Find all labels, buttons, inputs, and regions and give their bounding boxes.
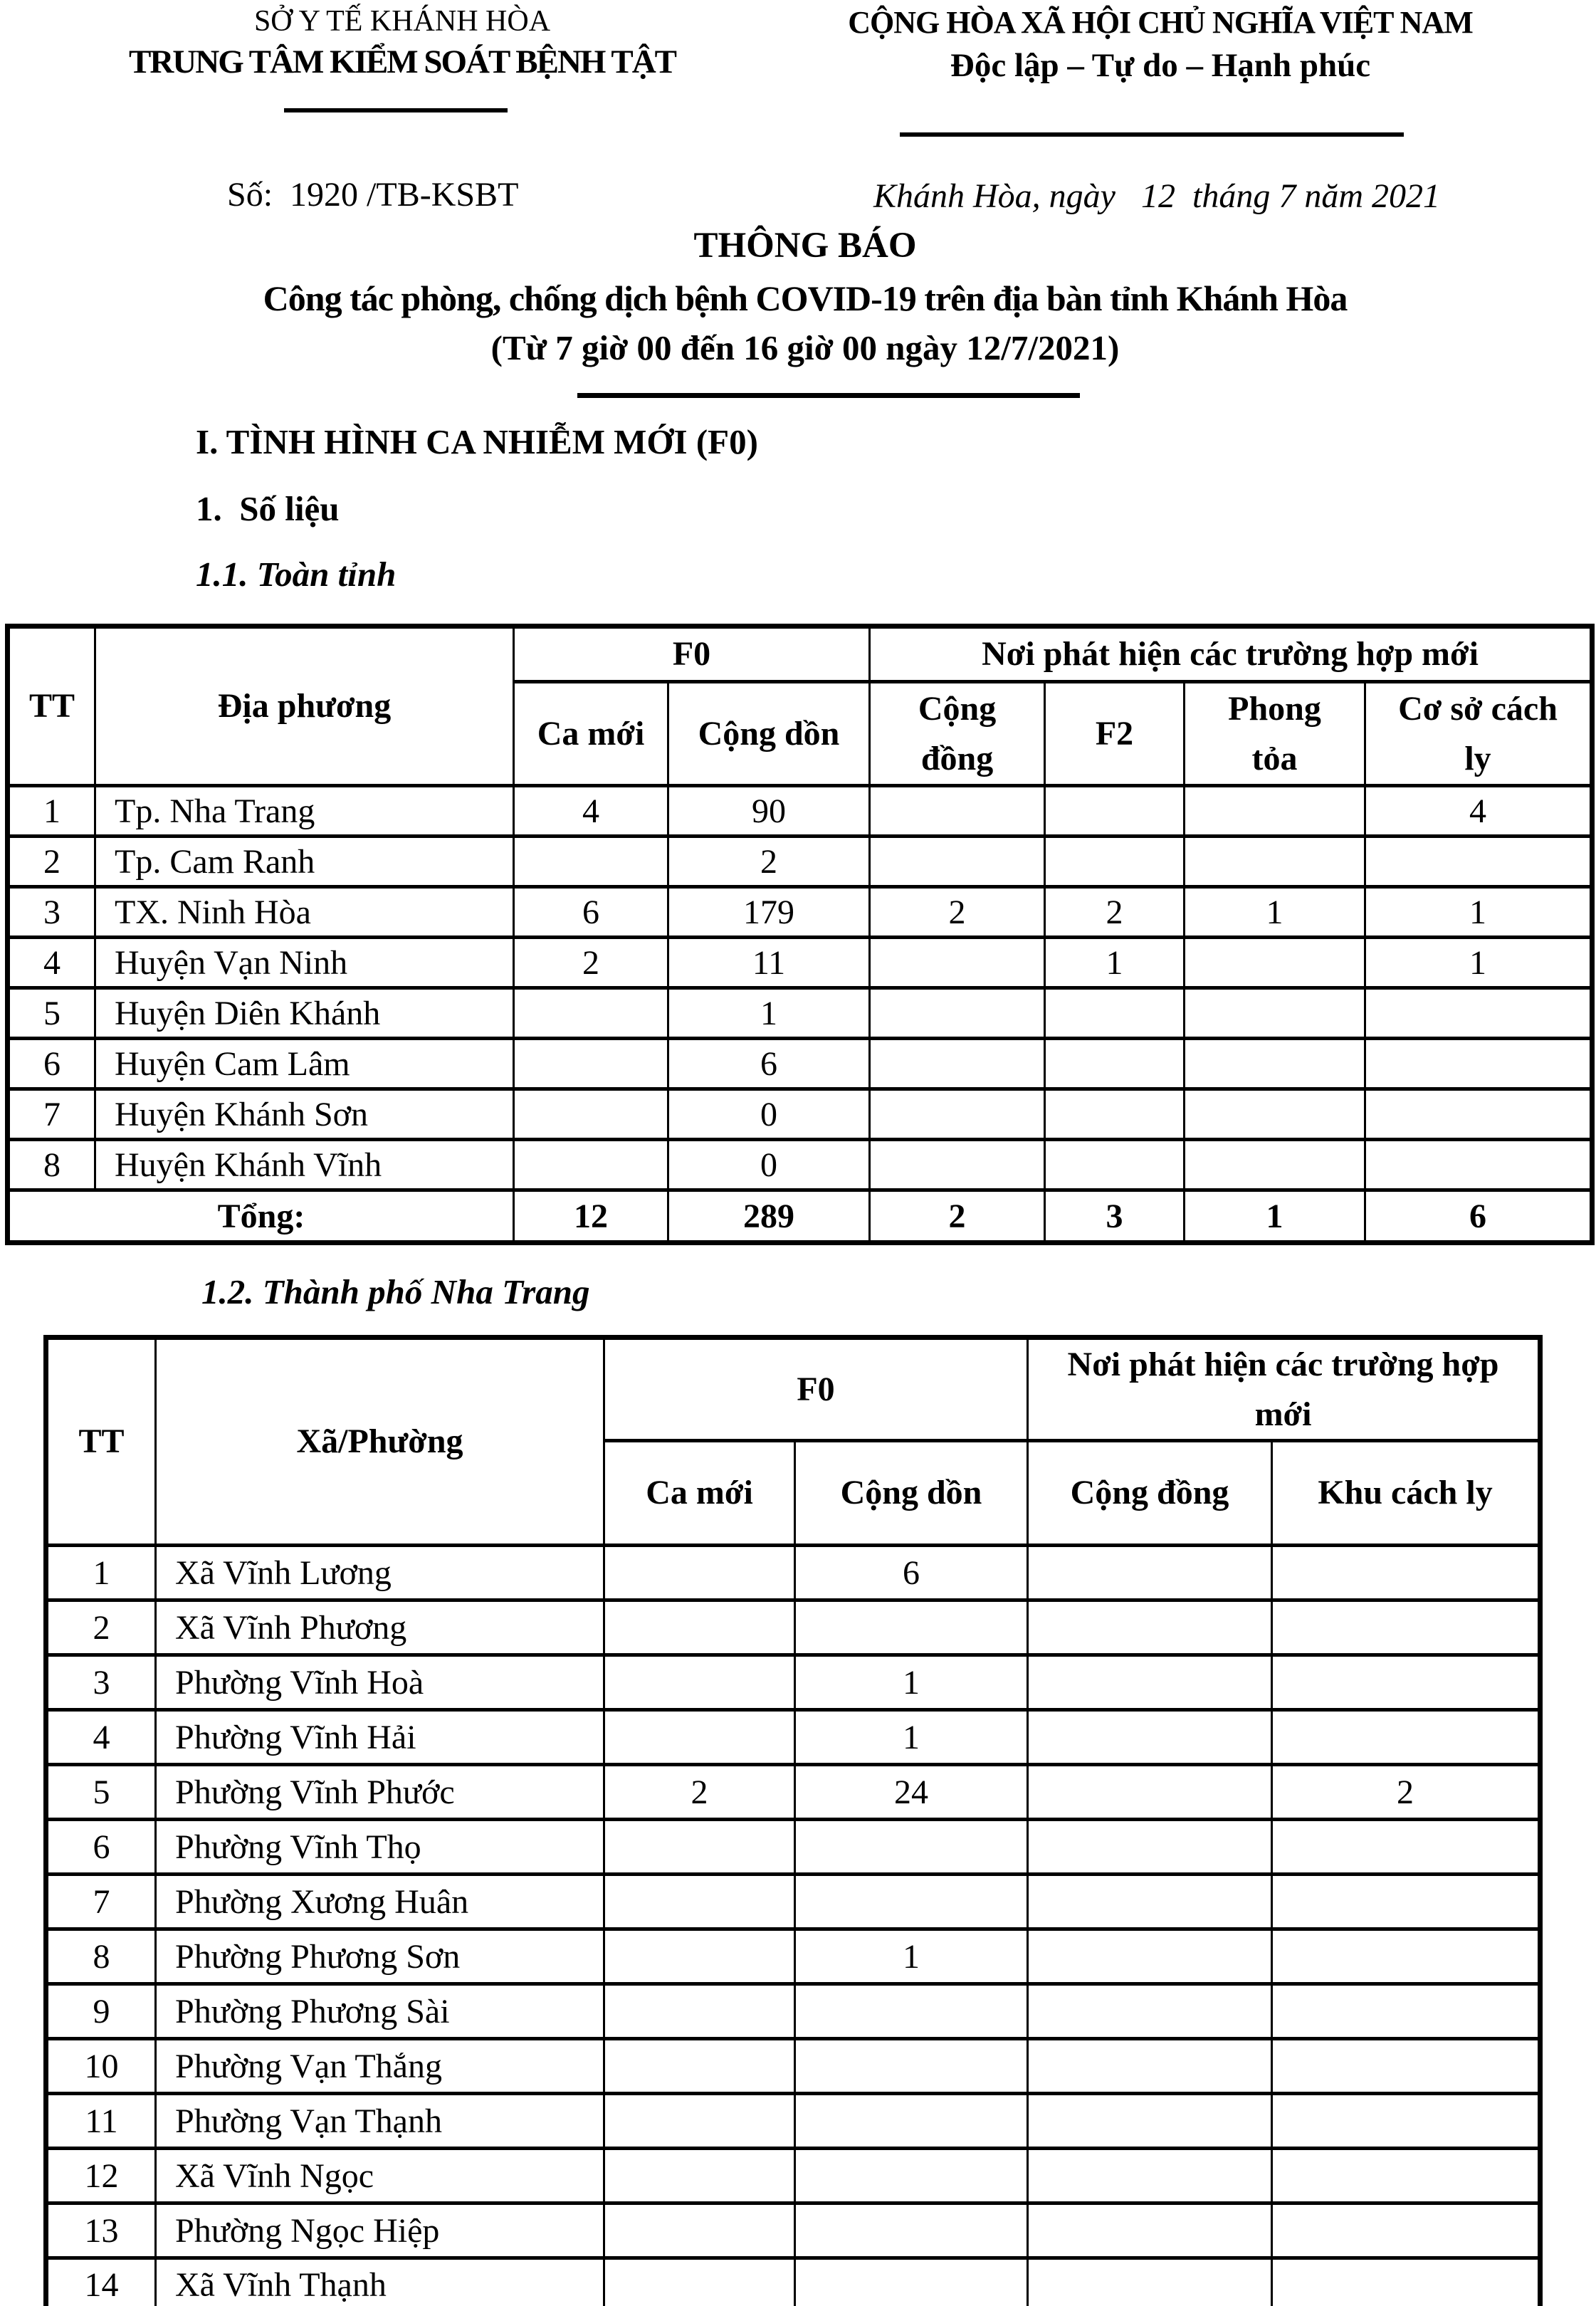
locality-cell: Xã Vĩnh Thạnh (156, 2258, 604, 2306)
col-header-new-cases: Ca mới (604, 1441, 795, 1546)
section-heading-data: 1. Số liệu (196, 489, 340, 528)
col-group-f0: F0 (514, 627, 870, 682)
value-cell (604, 2258, 795, 2306)
header-row-groups (8, 627, 1592, 682)
value-cell (870, 1039, 1045, 1089)
value-cell (1365, 988, 1592, 1039)
value-cell (1272, 2149, 1540, 2203)
value-cell (1185, 988, 1365, 1039)
value-cell (1045, 786, 1185, 837)
value-cell: 1 (668, 988, 870, 1039)
doc-subtitle: Công tác phòng, chống dịch bệnh COVID-19 trên địa bàn tỉnh Khánh Hòa (263, 278, 1348, 318)
value-cell: 1 (1365, 938, 1592, 988)
table-row (8, 1140, 1592, 1190)
locality-cell: Phường Xương Huân (156, 1875, 604, 1929)
table-row (46, 1655, 1540, 1710)
value-cell: 1 (1365, 887, 1592, 938)
value-cell (1185, 786, 1365, 837)
col-header-community: Cộng đồng (1028, 1441, 1272, 1546)
value-cell (1272, 1820, 1540, 1875)
org-name: TRUNG TÂM KIỂM SOÁT BỆNH TẬT (129, 43, 676, 80)
col-header-new-cases: Ca mới (514, 682, 668, 786)
value-cell: 2 (1045, 887, 1185, 938)
value-cell (1365, 1039, 1592, 1089)
row-index-cell: 5 (46, 1765, 156, 1820)
value-cell (1045, 1039, 1185, 1089)
value-cell: 11 (668, 938, 870, 988)
value-cell (514, 1039, 668, 1089)
motto-underline (900, 132, 1404, 137)
value-cell (604, 1710, 795, 1765)
total-value-cell: 12 (514, 1190, 668, 1243)
value-cell: 0 (668, 1089, 870, 1140)
col-group-f0: F0 (604, 1338, 1028, 1441)
table-row (46, 2094, 1540, 2149)
value-cell: 6 (514, 887, 668, 938)
row-index-cell: 5 (8, 988, 95, 1039)
table-row (8, 786, 1592, 837)
total-value-cell: 1 (1185, 1190, 1365, 1243)
value-cell: 2 (870, 887, 1045, 938)
value-cell (1028, 1929, 1272, 1984)
doc-number: Số: 1920 /TB-KSBT (227, 176, 519, 214)
col-header-quarantine-area: Khu cách ly (1272, 1441, 1540, 1546)
value-cell (795, 1875, 1028, 1929)
locality-cell: Huyện Khánh Vĩnh (95, 1140, 514, 1190)
value-cell (795, 1600, 1028, 1655)
value-cell (1272, 1984, 1540, 2039)
doc-time-range: (Từ 7 giờ 00 đến 16 giờ 00 ngày 12/7/2021) (490, 328, 1120, 367)
col-group-detection: Nơi phát hiện các trường hợp mới (1028, 1338, 1540, 1441)
locality-cell: Phường Phương Sơn (156, 1929, 604, 1984)
value-cell (1185, 1089, 1365, 1140)
value-cell (1185, 1039, 1365, 1089)
total-label-cell: Tổng: (8, 1190, 514, 1243)
value-cell: 1 (795, 1655, 1028, 1710)
value-cell (604, 1984, 795, 2039)
col-header-cumulative: Cộng dồn (795, 1441, 1028, 1546)
col-header-locality: Địa phương (95, 627, 514, 786)
row-index-cell: 8 (46, 1929, 156, 1984)
value-cell (795, 2203, 1028, 2258)
value-cell (870, 1140, 1045, 1190)
table-row (8, 837, 1592, 887)
province-cases-table (5, 624, 1595, 1245)
header-row-groups (46, 1338, 1540, 1441)
value-cell: 0 (668, 1140, 870, 1190)
table-row (8, 1039, 1592, 1089)
doc-title: THÔNG BÁO (693, 226, 917, 266)
value-cell (870, 837, 1045, 887)
value-cell (1365, 837, 1592, 887)
value-cell (604, 2149, 795, 2203)
locality-cell: Huyện Diên Khánh (95, 988, 514, 1039)
total-value-cell: 6 (1365, 1190, 1592, 1243)
value-cell (870, 786, 1045, 837)
title-underline (577, 393, 1080, 398)
row-index-cell: 9 (46, 1984, 156, 2039)
col-header-tt: TT (46, 1338, 156, 1546)
col-header-tt: TT (8, 627, 95, 786)
value-cell (1028, 1875, 1272, 1929)
org-header-underline (284, 108, 508, 112)
value-cell: 1 (795, 1710, 1028, 1765)
value-cell (1028, 1600, 1272, 1655)
value-cell (1045, 1089, 1185, 1140)
value-cell (514, 988, 668, 1039)
total-value-cell: 289 (668, 1190, 870, 1243)
value-cell (795, 2149, 1028, 2203)
place-date-line: Khánh Hòa, ngày 12 tháng 7 năm 2021 (873, 177, 1440, 215)
table-row (46, 1820, 1540, 1875)
row-index-cell: 2 (8, 837, 95, 887)
value-cell (604, 1820, 795, 1875)
row-index-cell: 1 (46, 1546, 156, 1600)
table-row (46, 1929, 1540, 1984)
locality-cell: Phường Vĩnh Hoà (156, 1655, 604, 1710)
total-row (8, 1190, 1592, 1243)
value-cell (604, 1655, 795, 1710)
row-index-cell: 7 (8, 1089, 95, 1140)
value-cell (1028, 1546, 1272, 1600)
value-cell (1272, 1875, 1540, 1929)
value-cell (1028, 1820, 1272, 1875)
value-cell (1272, 2039, 1540, 2094)
locality-cell: Huyện Khánh Sơn (95, 1089, 514, 1140)
col-header-f2: F2 (1045, 682, 1185, 786)
value-cell (1185, 837, 1365, 887)
table-row (8, 988, 1592, 1039)
row-index-cell: 12 (46, 2149, 156, 2203)
row-index-cell: 3 (46, 1655, 156, 1710)
value-cell: 6 (668, 1039, 870, 1089)
value-cell (1272, 1546, 1540, 1600)
value-cell (870, 988, 1045, 1039)
value-cell (604, 1875, 795, 1929)
value-cell (514, 1089, 668, 1140)
row-index-cell: 8 (8, 1140, 95, 1190)
table-row (8, 1089, 1592, 1140)
col-header-community: Cộng đồng (870, 682, 1045, 786)
locality-cell: Huyện Vạn Ninh (95, 938, 514, 988)
value-cell (1272, 1655, 1540, 1710)
value-cell (1185, 1140, 1365, 1190)
value-cell (1272, 2258, 1540, 2306)
locality-cell: Phường Vĩnh Hải (156, 1710, 604, 1765)
value-cell (1028, 2203, 1272, 2258)
value-cell: 179 (668, 887, 870, 938)
section-heading-new-cases: I. TÌNH HÌNH CA NHIỄM MỚI (F0) (196, 422, 758, 461)
locality-cell: TX. Ninh Hòa (95, 887, 514, 938)
value-cell: 2 (668, 837, 870, 887)
locality-cell: Xã Vĩnh Ngọc (156, 2149, 604, 2203)
row-index-cell: 2 (46, 1600, 156, 1655)
city-cases-table (43, 1335, 1543, 2306)
value-cell: 6 (795, 1546, 1028, 1600)
locality-cell: Phường Phương Sài (156, 1984, 604, 2039)
table-row (46, 1600, 1540, 1655)
table-row (46, 1710, 1540, 1765)
value-cell: 2 (514, 938, 668, 988)
row-index-cell: 4 (8, 938, 95, 988)
value-cell: 90 (668, 786, 870, 837)
locality-cell: Phường Vạn Thạnh (156, 2094, 604, 2149)
locality-cell: Xã Vĩnh Phương (156, 1600, 604, 1655)
row-index-cell: 13 (46, 2203, 156, 2258)
table-row (8, 938, 1592, 988)
value-cell (1272, 2203, 1540, 2258)
value-cell (1028, 2149, 1272, 2203)
col-header-locality: Xã/Phường (156, 1338, 604, 1546)
section-heading-city: 1.2. Thành phố Nha Trang (201, 1272, 590, 1311)
locality-cell: Xã Vĩnh Lương (156, 1546, 604, 1600)
total-value-cell: 3 (1045, 1190, 1185, 1243)
value-cell (795, 2258, 1028, 2306)
value-cell (1045, 988, 1185, 1039)
value-cell (870, 938, 1045, 988)
table-row (46, 1765, 1540, 1820)
locality-cell: Tp. Cam Ranh (95, 837, 514, 887)
national-title: CỘNG HÒA XÃ HỘI CHỦ NGHĨA VIỆT NAM (848, 5, 1473, 40)
document-title-block (0, 225, 1596, 368)
value-cell (1272, 2094, 1540, 2149)
value-cell (604, 1600, 795, 1655)
col-header-lockdown: Phong tỏa (1185, 682, 1365, 786)
row-index-cell: 6 (46, 1820, 156, 1875)
col-header-cumulative: Cộng dồn (668, 682, 870, 786)
table-row (46, 1546, 1540, 1600)
value-cell (1028, 2039, 1272, 2094)
row-index-cell: 1 (8, 786, 95, 837)
locality-cell: Phường Vạn Thắng (156, 2039, 604, 2094)
col-group-detection: Nơi phát hiện các trường hợp mới (870, 627, 1592, 682)
locality-cell: Huyện Cam Lâm (95, 1039, 514, 1089)
value-cell: 2 (1272, 1765, 1540, 1820)
value-cell (1028, 2258, 1272, 2306)
value-cell (1028, 2094, 1272, 2149)
national-header (751, 4, 1570, 85)
total-value-cell: 2 (870, 1190, 1045, 1243)
row-index-cell: 7 (46, 1875, 156, 1929)
table-row (46, 1984, 1540, 2039)
value-cell (795, 1820, 1028, 1875)
value-cell: 1 (1045, 938, 1185, 988)
value-cell: 4 (514, 786, 668, 837)
value-cell: 2 (604, 1765, 795, 1820)
value-cell (604, 2039, 795, 2094)
locality-cell: Phường Vĩnh Thọ (156, 1820, 604, 1875)
value-cell (604, 2094, 795, 2149)
table-row (46, 2258, 1540, 2306)
value-cell (1045, 837, 1185, 887)
value-cell (795, 1984, 1028, 2039)
value-cell (795, 2039, 1028, 2094)
value-cell (1365, 1140, 1592, 1190)
value-cell: 4 (1365, 786, 1592, 837)
value-cell (1272, 1929, 1540, 1984)
table-row (46, 2203, 1540, 2258)
locality-cell: Tp. Nha Trang (95, 786, 514, 837)
locality-cell: Phường Vĩnh Phước (156, 1765, 604, 1820)
value-cell (1365, 1089, 1592, 1140)
value-cell (795, 2094, 1028, 2149)
row-index-cell: 11 (46, 2094, 156, 2149)
value-cell (604, 2203, 795, 2258)
row-index-cell: 4 (46, 1710, 156, 1765)
org-parent-name: SỞ Y TẾ KHÁNH HÒA (253, 5, 551, 38)
locality-cell: Phường Ngọc Hiệp (156, 2203, 604, 2258)
value-cell: 24 (795, 1765, 1028, 1820)
table-row (46, 2149, 1540, 2203)
table-row (46, 2039, 1540, 2094)
row-index-cell: 14 (46, 2258, 156, 2306)
national-motto: Độc lập – Tự do – Hạnh phúc (950, 47, 1371, 84)
value-cell (514, 1140, 668, 1190)
value-cell (514, 837, 668, 887)
value-cell (1028, 1710, 1272, 1765)
value-cell (1028, 1655, 1272, 1710)
value-cell (1185, 938, 1365, 988)
section-heading-province: 1.1. Toàn tỉnh (196, 555, 397, 594)
value-cell (1028, 1765, 1272, 1820)
value-cell (604, 1546, 795, 1600)
table-row (8, 887, 1592, 938)
value-cell (1272, 1600, 1540, 1655)
value-cell (1045, 1140, 1185, 1190)
value-cell (1028, 1984, 1272, 2039)
issuing-org-header (78, 4, 726, 81)
row-index-cell: 10 (46, 2039, 156, 2094)
value-cell (870, 1089, 1045, 1140)
table-row (46, 1875, 1540, 1929)
row-index-cell: 3 (8, 887, 95, 938)
col-header-quarantine-facility: Cơ sở cách ly (1365, 682, 1592, 786)
value-cell (1272, 1710, 1540, 1765)
value-cell (604, 1929, 795, 1984)
value-cell: 1 (795, 1929, 1028, 1984)
value-cell: 1 (1185, 887, 1365, 938)
row-index-cell: 6 (8, 1039, 95, 1089)
